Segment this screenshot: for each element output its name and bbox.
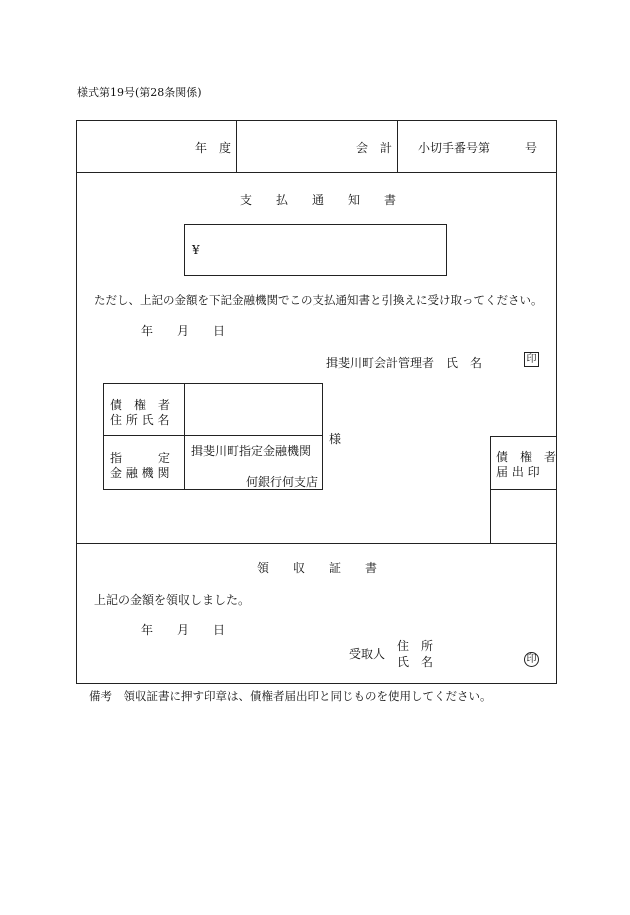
bank-label-line2: 金 融 機 関 bbox=[110, 466, 170, 480]
notice-statement: ただし、上記の金額を下記金融機関でこの支払通知書と引換えに受け取ってください。 bbox=[94, 293, 543, 307]
recipient-seal: 印 bbox=[524, 652, 539, 667]
receipt-date: 年 月 日 bbox=[141, 623, 226, 637]
check-number-label: 小切手番号第 bbox=[418, 141, 491, 155]
bank-label-line1: 指 定 bbox=[110, 451, 171, 465]
amount-box[interactable] bbox=[184, 224, 447, 276]
manager-seal: 印 bbox=[524, 352, 539, 367]
seal-box-mid-border bbox=[490, 489, 557, 490]
seal-box-label-line1: 債 権 者 bbox=[496, 450, 557, 464]
account-label: 会 計 bbox=[356, 141, 393, 155]
manager-name-label: 揖斐川町会計管理者 氏 名 bbox=[326, 356, 483, 370]
header-divider bbox=[76, 172, 557, 173]
creditor-table-col-divider bbox=[184, 383, 185, 490]
form-id: 様式第19号(第28条関係) bbox=[77, 86, 202, 99]
fiscal-year-label: 年 度 bbox=[195, 141, 232, 155]
bank-name: 揖斐川町指定金融機関 bbox=[191, 444, 312, 458]
remark-note: 備考 領収証書に押す印章は、債権者届出印と同じものを使用してください。 bbox=[89, 689, 492, 703]
seal-box-label-line2: 届 出 印 bbox=[496, 465, 540, 479]
recipient-label: 受取人 bbox=[349, 647, 386, 661]
recipient-address-label: 住 所 bbox=[397, 639, 434, 653]
seal-box-top-border bbox=[490, 436, 557, 437]
creditor-label-line1: 債 権 者 bbox=[110, 398, 171, 412]
creditor-label-line2: 住 所 氏 名 bbox=[110, 413, 170, 427]
check-number-suffix: 号 bbox=[525, 141, 538, 155]
yen-symbol: ¥ bbox=[192, 243, 200, 257]
creditor-table-row-divider bbox=[103, 435, 323, 436]
header-col-divider-1 bbox=[236, 120, 237, 172]
recipient-name-label: 氏 名 bbox=[397, 655, 434, 669]
sama-honorific: 様 bbox=[329, 432, 342, 446]
receipt-title: 領 収 証 書 bbox=[257, 561, 378, 575]
receipt-statement: 上記の金額を領収しました。 bbox=[94, 593, 251, 607]
notice-date: 年 月 日 bbox=[141, 324, 226, 338]
bank-branch: 何銀行何支店 bbox=[246, 475, 319, 489]
receipt-divider bbox=[76, 543, 557, 544]
header-col-divider-2 bbox=[397, 120, 398, 172]
notice-title: 支 払 通 知 書 bbox=[240, 193, 397, 207]
